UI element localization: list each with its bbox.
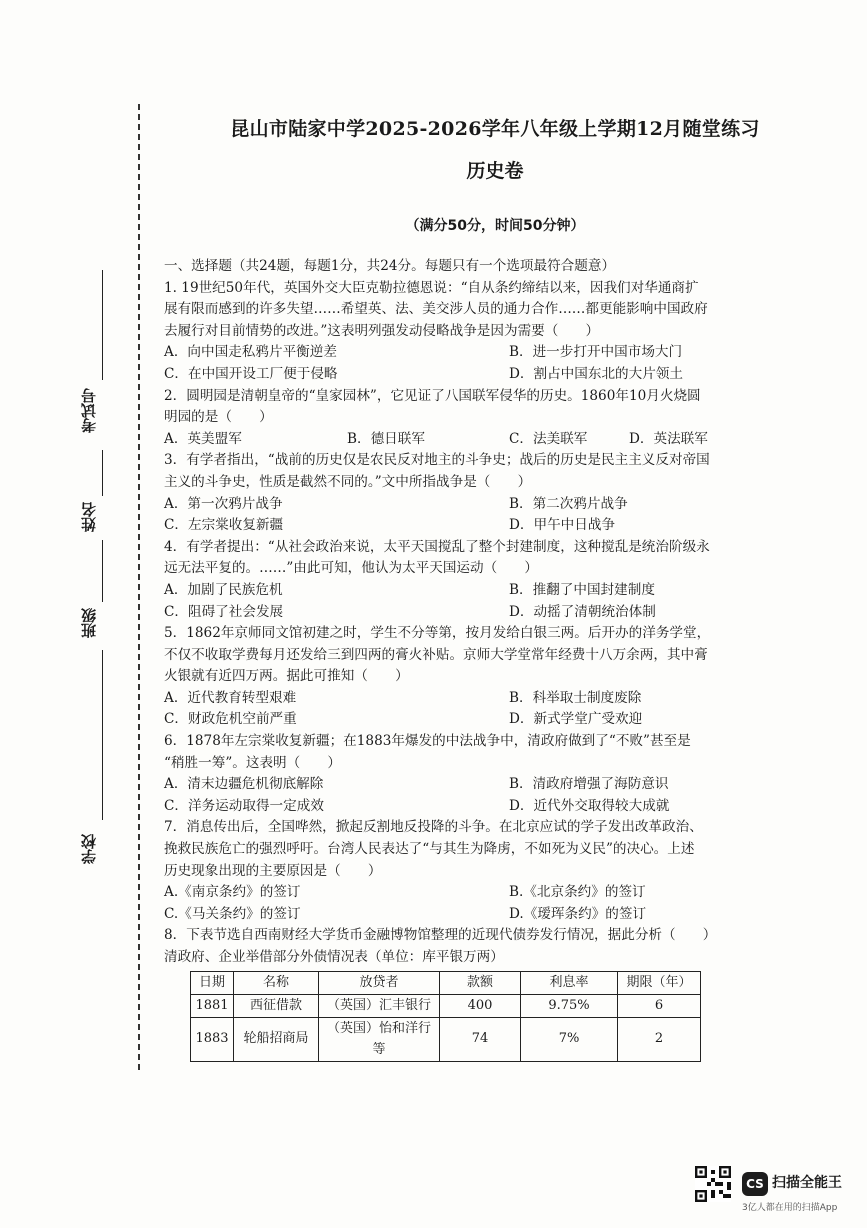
class-underline (102, 540, 103, 602)
qr-code-icon (695, 1166, 731, 1202)
school-field[interactable] (76, 650, 106, 880)
option-c[interactable]: C．洋务运动取得一定成效 (164, 797, 324, 814)
table-row (191, 1017, 701, 1061)
table-cell: （英国）汇丰银行 (319, 994, 440, 1017)
score-info: （满分50分，时间50分钟） (405, 218, 585, 234)
table-cell: 西征借款 (234, 994, 319, 1017)
option-b[interactable]: B．进一步打开中国市场大门 (509, 344, 683, 361)
exam-no-underline (102, 270, 103, 380)
question-2 (164, 386, 724, 451)
option-d[interactable]: D．割占中国东北的大片领土 (509, 365, 684, 382)
question-7 (164, 817, 724, 925)
question-stem-line: 8．下表节选自西南财经大学货币金融博物馆整理的近现代债券发行情况，据此分析（ ） (164, 927, 717, 944)
table-header-cell: 日期 (191, 971, 234, 994)
option-c[interactable]: C．阻碍了社会发展 (164, 603, 284, 620)
option-b[interactable]: B．德日联军 (347, 430, 425, 447)
brand-logo-icon: CS (742, 1172, 768, 1196)
question-stem-line: 明园的是（ ） (164, 409, 273, 426)
table-header-cell: 期限（年） (618, 971, 701, 994)
brand-name: 扫描全能王 (772, 1175, 842, 1191)
option-d[interactable]: D．新式学堂广受欢迎 (509, 711, 643, 728)
exam-no-field[interactable] (76, 270, 106, 455)
table-cell: 6 (618, 994, 701, 1017)
question-list (164, 256, 724, 1062)
option-b[interactable]: B．科举取士制度废除 (509, 689, 642, 706)
question-stem-line: “稍胜一筹”。这表明（ ） (164, 754, 342, 771)
question-stem-line: 5．1862年京师同文馆初建之时，学生不分等第，按月发给白银三两。后开办的洋务学堂， (164, 625, 711, 642)
option-a[interactable]: A．第一次鸦片战争 (164, 495, 283, 512)
brand-slogan: 3亿人都在用的扫描App (742, 1203, 838, 1213)
table-header-cell: 利息率 (521, 971, 618, 994)
question-stem-line: 火银就有近四万两。据此可推知（ ） (164, 668, 409, 685)
question-stem-line: 主义的斗争史，性质是截然不同的。”文中所指战争是（ ） (164, 473, 532, 490)
table-cell: 1883 (191, 1017, 234, 1061)
table-header-row (191, 971, 701, 994)
option-a[interactable]: A．加剧了民族危机 (164, 581, 283, 598)
option-c[interactable]: C.《马关条约》的签订 (164, 905, 301, 922)
option-b[interactable]: B．第二次鸦片战争 (509, 495, 628, 512)
question-stem-line: 远无法平复的。……”由此可知，他认为太平天国运动（ ） (164, 560, 538, 577)
table-caption: 清政府、企业举借部分外债情况表（单位：库平银万两） (164, 949, 504, 965)
option-d[interactable]: D.《瑷珲条约》的签订 (509, 905, 647, 922)
option-d[interactable]: D．近代外交取得较大成就 (509, 797, 670, 814)
table-row (191, 994, 701, 1017)
question-stem-line: 挽救民族危亡的强烈呼吁。台湾人民表达了“与其生为降虏，不如死为义民”的决心。上述 (164, 841, 695, 858)
question-4 (164, 537, 724, 623)
school-underline (102, 650, 103, 820)
option-a[interactable]: A．英美盟军 (164, 430, 242, 447)
question-8 (164, 925, 724, 1061)
table-cell: 74 (440, 1017, 521, 1061)
exam-subtitle: 历史卷 (466, 160, 524, 182)
school-label: 学校 (80, 834, 98, 864)
binding-dashed-line (138, 104, 140, 1070)
exam-title: 昆山市陆家中学2025-2026学年八年级上学期12月随堂练习 (230, 118, 760, 140)
option-d[interactable]: D．英法联军 (629, 430, 708, 447)
option-c[interactable]: C．在中国开设工厂便于侵略 (164, 365, 338, 382)
option-a[interactable]: A．清末边疆危机彻底解除 (164, 776, 324, 793)
table-cell: 2 (618, 1017, 701, 1061)
question-stem-line: 7．消息传出后，全国哗然，掀起反割地反投降的斗争。在北京应试的学子发出改革政治、 (164, 819, 703, 836)
question-stem-line: 历史现象出现的主要原因是（ ） (164, 862, 382, 879)
option-b[interactable]: B.《北京条约》的签订 (509, 884, 646, 901)
option-b[interactable]: B．推翻了中国封建制度 (509, 581, 655, 598)
table-cell: 轮船招商局 (234, 1017, 319, 1061)
table-cell: 7% (521, 1017, 618, 1061)
question-stem-line: 去履行对目前情势的改进。”这表明列强发动侵略战争是因为需要（ ） (164, 322, 600, 339)
option-c[interactable]: C．左宗棠收复新疆 (164, 517, 284, 534)
question-stem-line: 展有限而感到的许多失望……希望英、法、美交涉人员的通力合作……都更能影响中国政府 (164, 301, 708, 318)
table-header-cell: 款额 (440, 971, 521, 994)
option-c[interactable]: C．法美联军 (509, 430, 588, 447)
question-5 (164, 623, 724, 731)
table-cell: 9.75% (521, 994, 618, 1017)
class-label: 班级 (80, 608, 98, 638)
question-stem-line: 1. 19世纪50年代，英国外交大臣克勒拉德恩说：“自从条约缔结以来，因我们对华通商扩 (164, 279, 699, 296)
option-d[interactable]: D．动摇了清朝统治体制 (509, 603, 656, 620)
question-stem-line: 3．有学者指出，“战前的历史仅是农民反对地主的斗争史；战后的历史是民主主义反对帝国 (164, 452, 710, 469)
table-cell: 1881 (191, 994, 234, 1017)
option-a[interactable]: A．向中国走私鸦片平衡逆差 (164, 344, 337, 361)
name-label: 姓名 (80, 502, 98, 532)
question-stem-line: 4．有学者提出：“从社会政治来说，太平天国搅乱了整个封建制度，这种搅乱是统治阶级永 (164, 538, 710, 555)
option-a[interactable]: A．近代教育转型艰难 (164, 689, 297, 706)
option-c[interactable]: C．财政危机空前严重 (164, 711, 297, 728)
option-b[interactable]: B．清政府增强了海防意识 (509, 776, 669, 793)
exam-no-label: 考试号 (80, 388, 98, 433)
question-1 (164, 278, 724, 386)
question-6 (164, 731, 724, 817)
question-stem-line: 2．圆明园是清朝皇帝的“皇家园林”，它见证了八国联军侵华的历史。1860年10月火烧圆 (164, 387, 701, 404)
option-d[interactable]: D．甲午中日战争 (509, 517, 616, 534)
table-cell: 400 (440, 994, 521, 1017)
class-field[interactable] (76, 540, 106, 650)
section-title: 一、选择题（共24题，每题1分，共24分。每题只有一个选项最符合题意） (164, 258, 616, 274)
table-header-cell: 名称 (234, 971, 319, 994)
question-3 (164, 450, 724, 536)
foreign-debt-table (190, 971, 701, 1062)
option-a[interactable]: A.《南京条约》的签订 (164, 884, 301, 901)
table-header-cell: 放贷者 (319, 971, 440, 994)
question-stem-line: 6．1878年左宗棠收复新疆；在1883年爆发的中法战争中，清政府做到了“不败”甚至是 (164, 733, 691, 750)
table-cell: （英国）怡和洋行等 (319, 1017, 440, 1061)
name-underline (102, 450, 103, 496)
question-stem-line: 不仅不收取学费每月还发给三到四两的膏火补贴。京师大学堂常年经费十八万余两，其中膏 (164, 646, 708, 663)
